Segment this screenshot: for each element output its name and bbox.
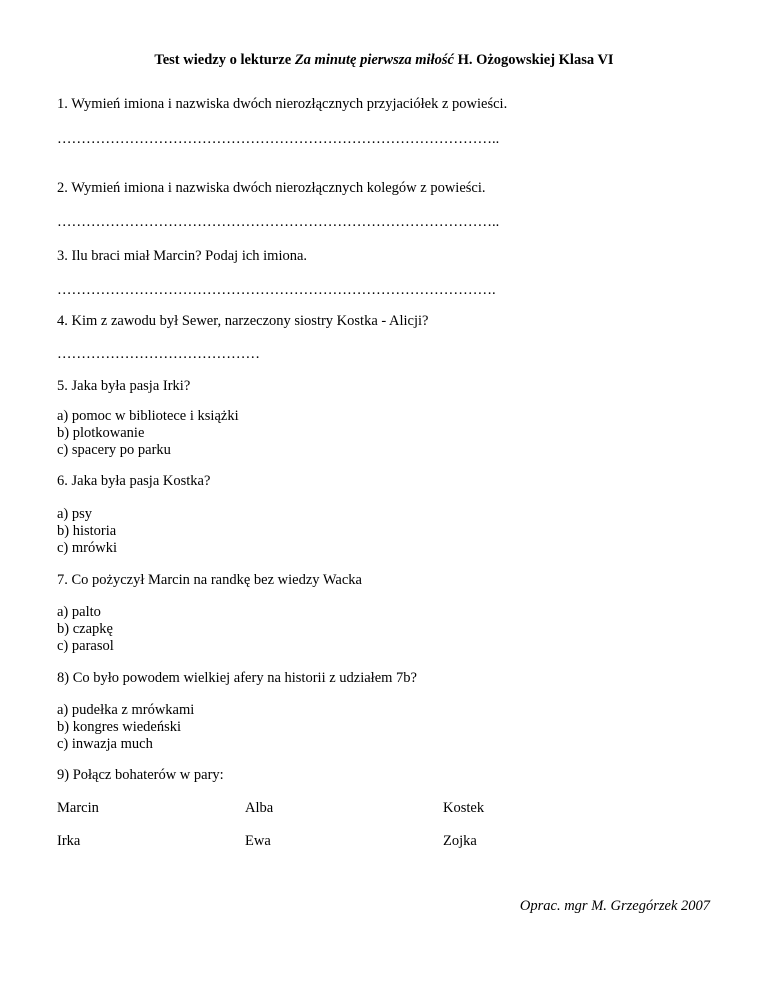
question-9: 9) Połącz bohaterów w pary:: [57, 767, 224, 783]
option-7b[interactable]: b) czapkę: [57, 621, 113, 637]
answer-line-3[interactable]: ……………………………………………………………………………….: [57, 282, 496, 298]
option-5a[interactable]: a) pomoc w bibliotece i książki: [57, 408, 239, 424]
option-5c[interactable]: c) spacery po parku: [57, 442, 171, 458]
answer-line-2[interactable]: ………………………………………………………………………………..: [57, 214, 500, 230]
question-1: 1. Wymień imiona i nazwiska dwóch nierozłącznych przyjaciółek z powieści.: [57, 96, 508, 112]
option-6a[interactable]: a) psy: [57, 506, 93, 522]
pair-name[interactable]: Zojka: [443, 833, 477, 849]
pair-name[interactable]: Alba: [245, 800, 274, 816]
option-8b[interactable]: b) kongres wiedeński: [57, 719, 182, 735]
pair-name[interactable]: Irka: [57, 833, 81, 849]
option-7a[interactable]: a) palto: [57, 604, 101, 620]
pair-name[interactable]: Kostek: [443, 800, 485, 816]
pair-name[interactable]: Ewa: [245, 833, 271, 849]
page-title: Test wiedzy o lekturze Za minutę pierwsza miłość H. Ożogowskiej Klasa VI: [154, 52, 614, 68]
author-footer: Oprac. mgr M. Grzegórzek 2007: [519, 898, 710, 914]
option-6c[interactable]: c) mrówki: [57, 540, 117, 556]
question-4: 4. Kim z zawodu był Sewer, narzeczony siostry Kostka - Alicji?: [57, 313, 429, 329]
option-6b[interactable]: b) historia: [57, 523, 117, 539]
question-8: 8) Co było powodem wielkiej afery na historii z udziałem 7b?: [57, 670, 417, 686]
question-2: 2. Wymień imiona i nazwiska dwóch nierozłącznych kolegów z powieści.: [57, 180, 486, 196]
question-6: 6. Jaka była pasja Kostka?: [57, 473, 211, 489]
option-5b[interactable]: b) plotkowanie: [57, 425, 145, 441]
question-3: 3. Ilu braci miał Marcin? Podaj ich imiona.: [57, 248, 308, 264]
option-8a[interactable]: a) pudełka z mrówkami: [57, 702, 195, 718]
answer-line-1[interactable]: ………………………………………………………………………………..: [57, 131, 500, 147]
pair-name[interactable]: Marcin: [57, 800, 99, 816]
option-8c[interactable]: c) inwazja much: [57, 736, 153, 752]
question-5: 5. Jaka była pasja Irki?: [57, 378, 191, 394]
question-7: 7. Co pożyczył Marcin na randkę bez wiedzy Wacka: [57, 572, 362, 588]
option-7c[interactable]: c) parasol: [57, 638, 114, 654]
answer-line-4[interactable]: ……………………………………: [57, 346, 260, 362]
